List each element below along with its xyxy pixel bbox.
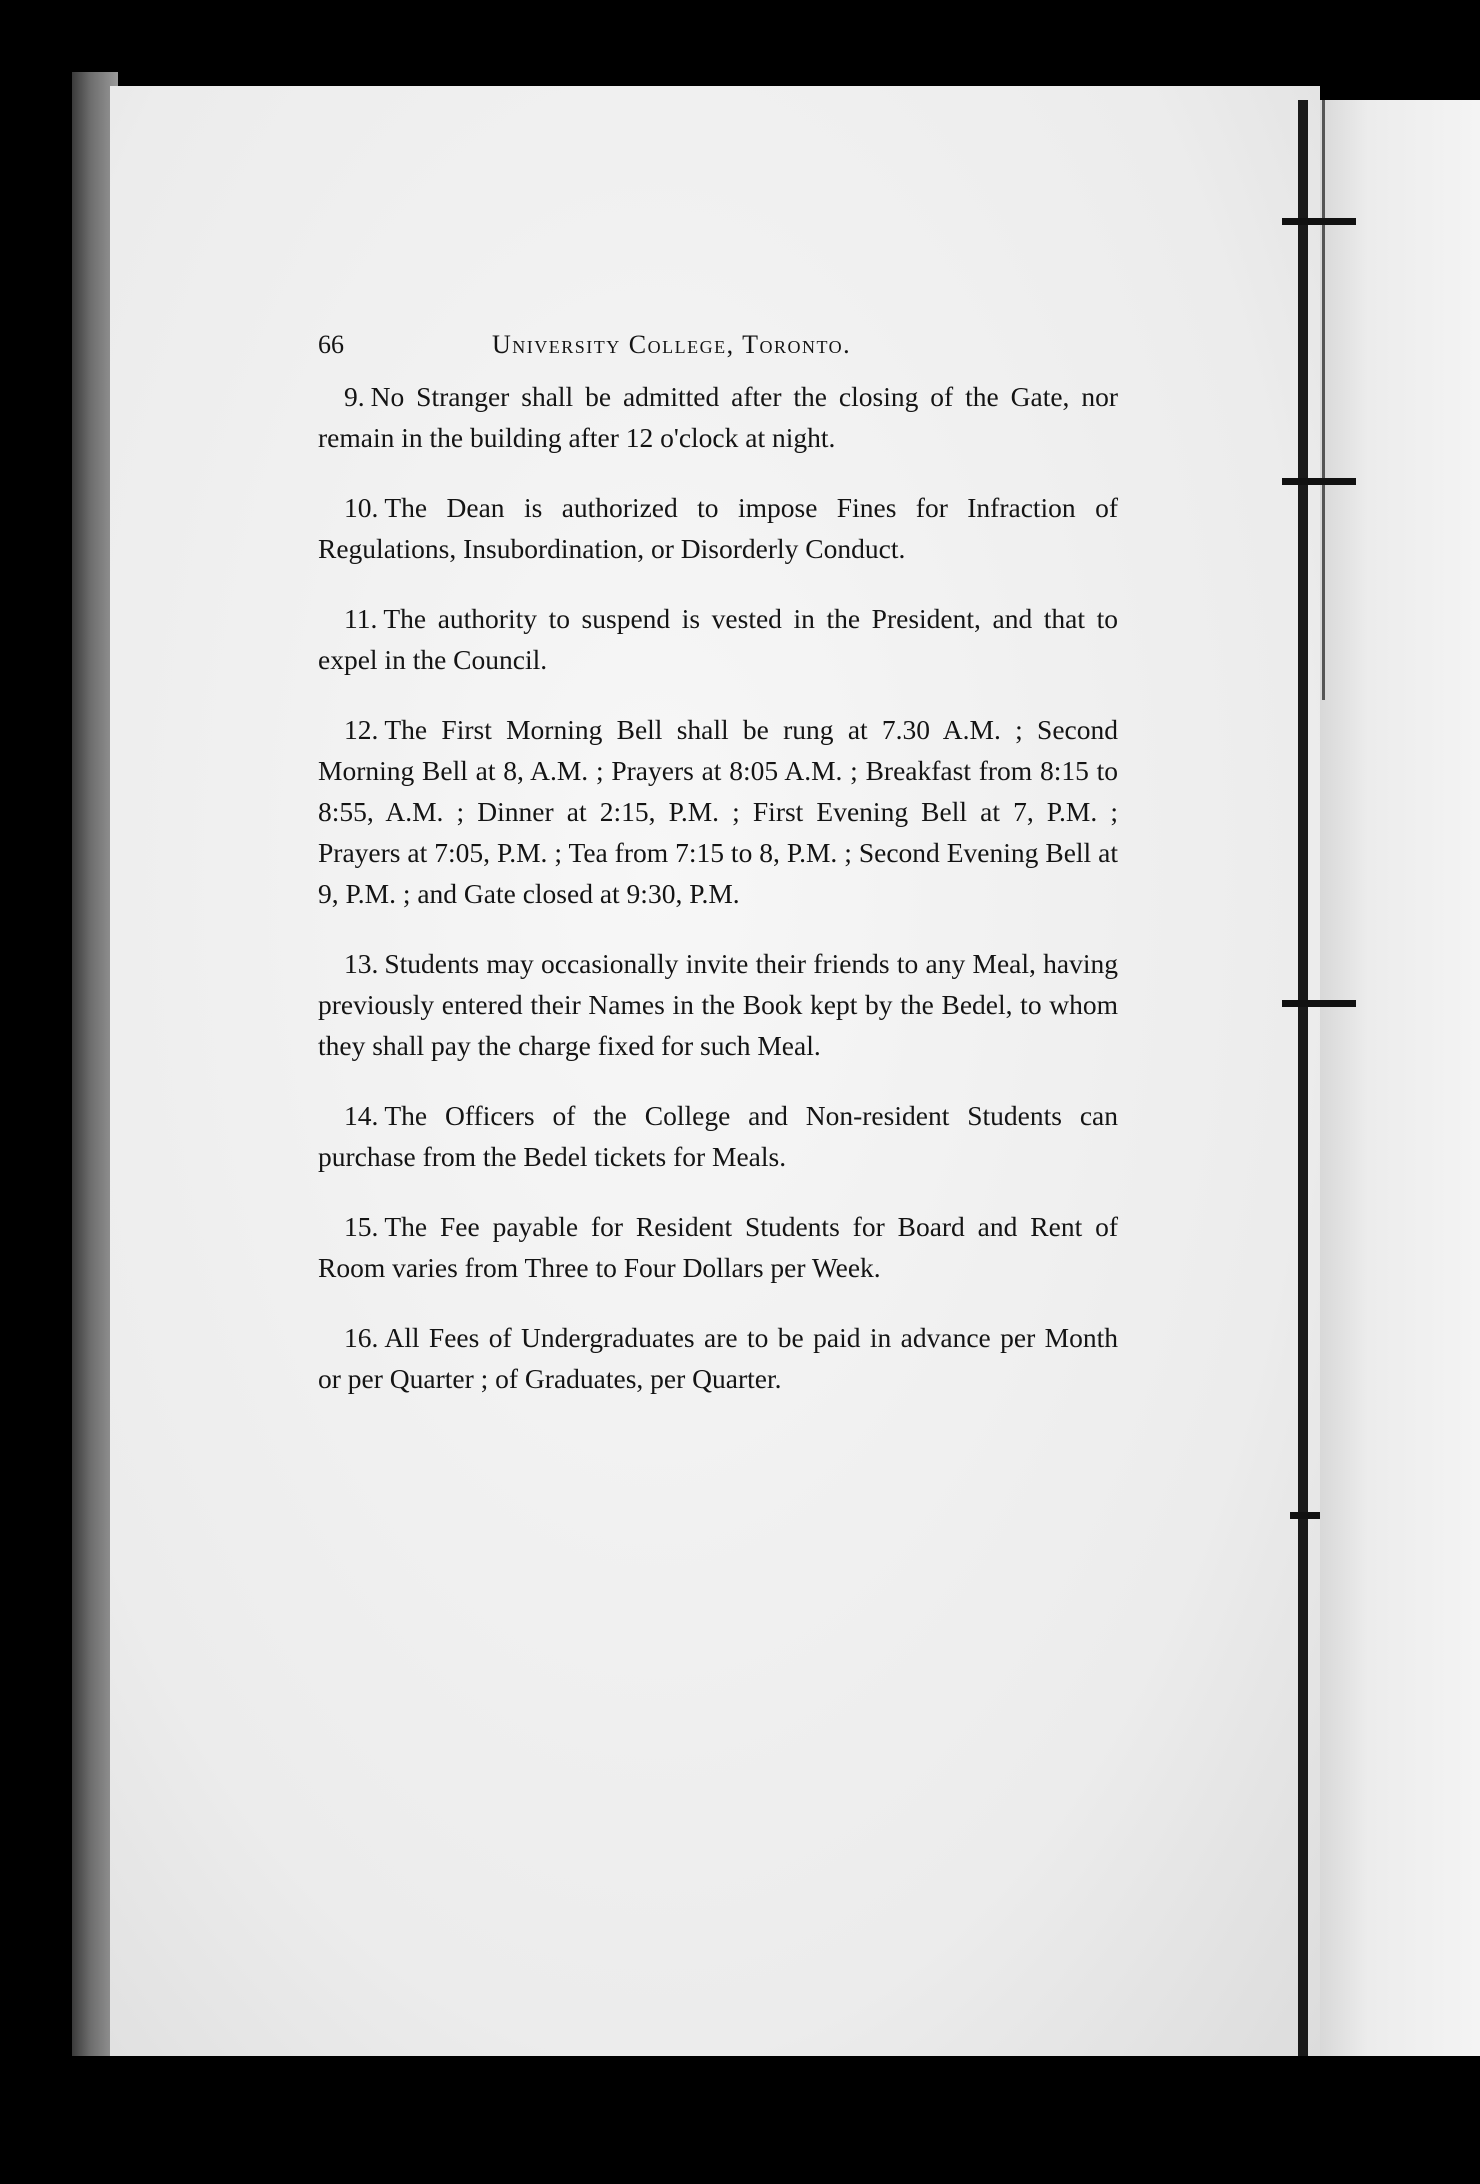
- paragraph-text: Students may occasionally invite their friends to any Meal, having previously entered their Names in the Book kept by the Bedel, to whom they shall pay the charge fixed for such Meal.: [318, 948, 1118, 1061]
- paragraph-text: All Fees of Undergraduates are to be paid in advance per Month or per Quarter ; of Graduates, per Quarter.: [318, 1322, 1118, 1394]
- paragraph-text: No Stranger shall be admitted after the closing of the Gate, nor remain in the building after 12 o'clock at night.: [318, 381, 1118, 453]
- page-content: [318, 330, 1118, 1428]
- paragraph-text: The First Morning Bell shall be rung at 7.30 A.M. ; Second Morning Bell at 8, A.M. ; Prayers at 8:05 A.M. ; Breakfast from 8:15 to 8:55, A.M. ; Dinner at 2:15, P.M. ; First Evening Bell at 7, P.M. ; Prayers at 7:05, P.M. ; Tea from 7:15 to 8, P.M. ; Second Evening Bell at 9, P.M. ; and Gate closed at 9:30, P.M.: [318, 714, 1118, 909]
- bottom-shadow: [72, 2056, 1480, 2184]
- regulation-paragraph: [318, 1095, 1118, 1177]
- regulation-paragraph: [318, 1206, 1118, 1288]
- binding-mark: [1290, 1512, 1320, 1519]
- paragraph-number: 15.: [344, 1211, 379, 1242]
- paragraph-text: The authority to suspend is vested in the President, and that to expel in the Council.: [318, 603, 1118, 675]
- binding-line: [1298, 100, 1308, 2066]
- paragraph-number: 10.: [344, 492, 379, 523]
- paragraph-number: 11.: [344, 603, 378, 634]
- paragraph-text: The Officers of the College and Non-resident Students can purchase from the Bedel tickets for Meals.: [318, 1100, 1118, 1172]
- regulation-paragraph: [318, 709, 1118, 914]
- paragraph-number: 9.: [344, 381, 365, 412]
- binding-thread: [1322, 100, 1325, 700]
- regulation-paragraph: [318, 943, 1118, 1066]
- paragraph-text: The Fee payable for Resident Students for Board and Rent of Room varies from Three to Four Dollars per Week.: [318, 1211, 1118, 1283]
- paragraph-number: 13.: [344, 948, 379, 979]
- regulation-paragraph: [318, 1317, 1118, 1399]
- binding-mark: [1282, 218, 1356, 225]
- paragraph-number: 12.: [344, 714, 379, 745]
- regulation-paragraph: [318, 598, 1118, 680]
- running-title: University College, Toronto.: [492, 330, 852, 359]
- paragraph-text: The Dean is authorized to impose Fines for Infraction of Regulations, Insubordination, or Disorderly Conduct.: [318, 492, 1118, 564]
- binding-mark: [1282, 1000, 1356, 1007]
- regulation-paragraph: [318, 487, 1118, 569]
- paragraph-number: 14.: [344, 1100, 379, 1131]
- adjacent-page-strip: [1320, 100, 1480, 2066]
- binding-mark: [1282, 478, 1356, 485]
- paragraph-number: 16.: [344, 1322, 379, 1353]
- page-number: 66: [318, 330, 344, 359]
- running-head: [318, 330, 1118, 370]
- regulation-paragraph: [318, 376, 1118, 458]
